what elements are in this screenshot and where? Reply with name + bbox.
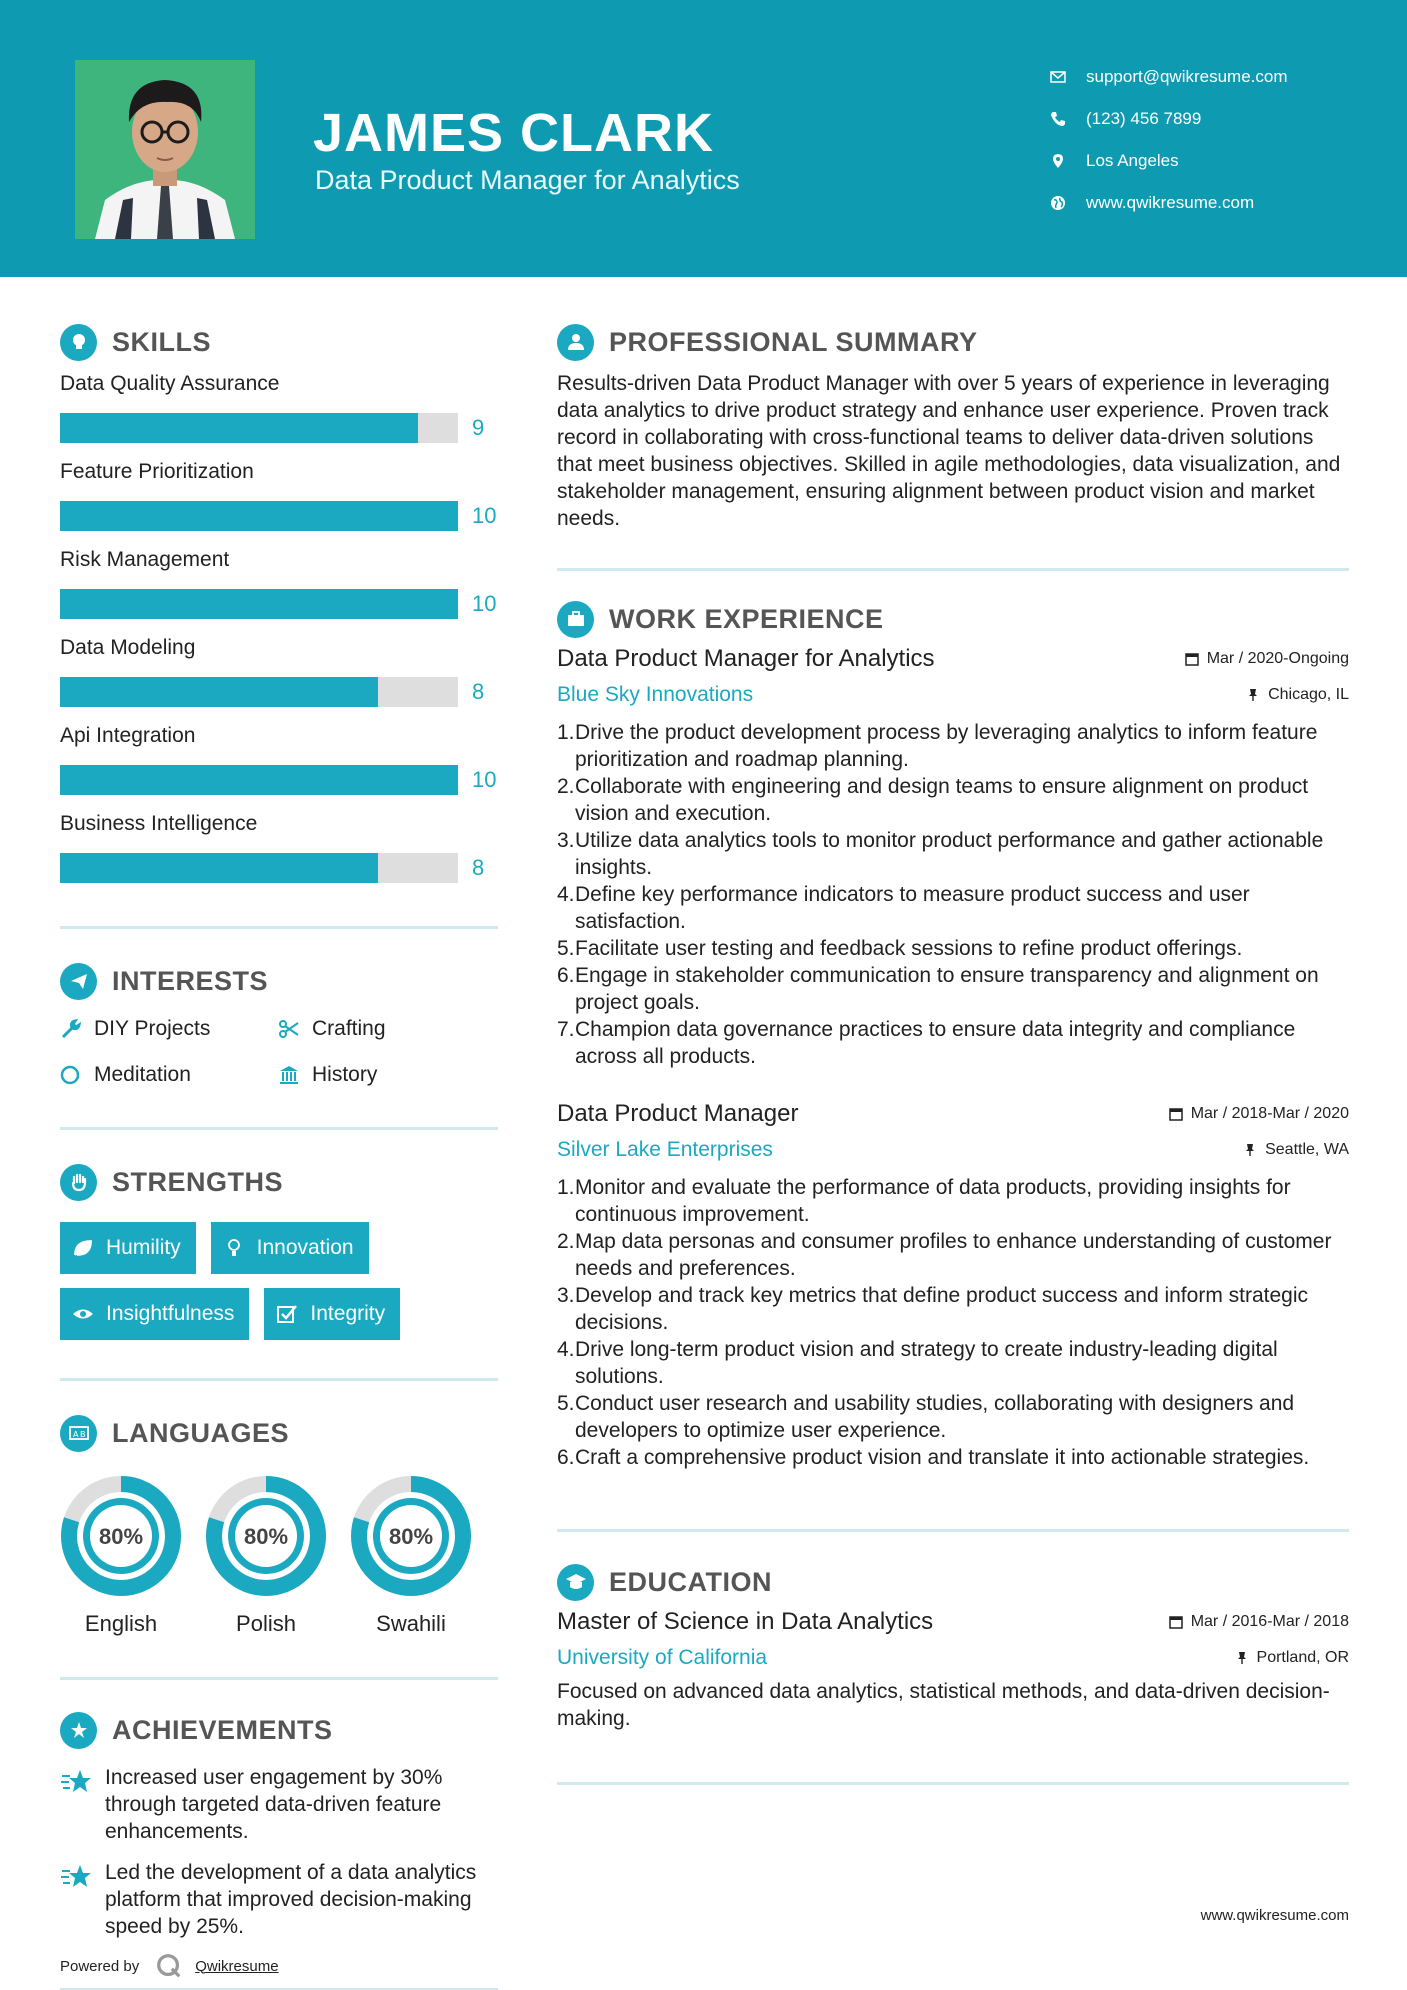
interests-list [60, 1015, 498, 1089]
languages-heading: A B LANGUAGES [60, 1411, 498, 1455]
circle-icon [60, 1064, 94, 1086]
skills-heading: SKILLS [60, 320, 498, 364]
interest-item: Crafting [278, 1015, 498, 1043]
skill-name: Feature Prioritization [60, 460, 254, 483]
resume-header [0, 0, 1407, 277]
contact-phone-text: (123) 456 7899 [1086, 109, 1202, 128]
interest-item: History [278, 1061, 498, 1089]
museum-icon [278, 1064, 312, 1086]
calendar-icon [1185, 652, 1199, 666]
svg-text:A: A [72, 1430, 78, 1439]
section-divider [557, 1782, 1349, 1785]
duty-item: 6. Engage in stakeholder communication to ensure transparency and alignment on project goals. [557, 964, 1319, 1014]
language-donut [350, 1475, 472, 1597]
phone-icon [1050, 111, 1086, 127]
job-title: Data Product Manager [557, 1100, 799, 1127]
candidate-title: Data Product Manager for Analytics [315, 165, 740, 195]
skill-item [60, 456, 498, 544]
achievements-heading: ACHIEVEMENTS [60, 1708, 498, 1752]
summary-heading: PROFESSIONAL SUMMARY [557, 320, 1349, 364]
qwikresume-link[interactable]: Qwikresume [195, 1957, 279, 1975]
strength-tag: Innovation [211, 1222, 369, 1274]
contact-email[interactable] [1050, 56, 1288, 98]
duty-item: 2. Collaborate with engineering and design teams to ensure alignment on product vision and execution. [557, 775, 1309, 825]
skill-bar-fill [60, 853, 378, 883]
education-dates: Mar / 2016-Mar / 2018 [1169, 1613, 1349, 1631]
star-icon [60, 1764, 105, 1845]
interest-item: DIY Projects [60, 1015, 278, 1043]
language-name: Polish [236, 1611, 296, 1636]
education-description: Focused on advanced data analytics, statistical methods, and data-driven decision-making. [557, 1680, 1330, 1730]
skill-bar-fill [60, 589, 458, 619]
section-divider [60, 926, 498, 929]
achievements-list [60, 1764, 498, 1940]
duty-item: 4. Define key performance indicators to measure product success and user satisfaction. [557, 883, 1250, 933]
language-item [60, 1475, 205, 1637]
section-divider [557, 568, 1349, 571]
pushpin-icon [1235, 1651, 1249, 1665]
envelope-icon [1050, 69, 1086, 85]
calendar-icon [1169, 1107, 1183, 1121]
company-name: Silver Lake Enterprises [557, 1138, 773, 1161]
education-entry [557, 1604, 1349, 1732]
job-dates: Mar / 2020-Ongoing [1185, 650, 1349, 668]
summary-text: Results-driven Data Product Manager with over 5 years of experience in leveraging data analytics to drive product strategy and enhance user experience. Proven track record in collaborating with cross-functional teams to deliver data-driven solutions that meet business objectives. Skilled in agile methodologies, data visualization, and stakeholder management, ensuring alignment between product vision and market needs. [557, 372, 1341, 530]
job-dates: Mar / 2018-Mar / 2020 [1169, 1105, 1349, 1123]
footer-url[interactable]: www.qwikresume.com [1200, 1907, 1349, 1924]
language-percent: 80% [243, 1524, 289, 1549]
duty-item: 1. Monitor and evaluate the performance of data products, providing insights for continuous improvement. [557, 1176, 1291, 1226]
strength-tag: Integrity [264, 1288, 400, 1340]
language-icon [60, 1415, 97, 1452]
education-heading: EDUCATION [557, 1560, 1349, 1604]
skill-bar [60, 501, 458, 531]
duty-item: 2. Map data personas and consumer profiles to enhance understanding of customer needs and preferences. [557, 1230, 1332, 1280]
wrench-icon [60, 1018, 94, 1040]
language-donut [60, 1475, 182, 1597]
duty-item: 1. Drive the product development process by leveraging analytics to inform feature prioritization and roadmap planning. [557, 721, 1318, 771]
skill-bar [60, 413, 458, 443]
duty-item: 4. Drive long-term product vision and strategy to create industry-leading digital solutions. [557, 1338, 1278, 1388]
skill-bar [60, 677, 458, 707]
left-column [60, 320, 498, 1990]
language-percent: 80% [98, 1524, 144, 1549]
pushpin-icon [1243, 1143, 1257, 1157]
checkbox-icon [276, 1303, 298, 1325]
duty-item: 3. Utilize data analytics tools to monitor product performance and gather actionable insights. [557, 829, 1324, 879]
contact-location-text: Los Angeles [1086, 151, 1179, 170]
section-divider [60, 1378, 498, 1381]
language-item [205, 1475, 350, 1637]
education-location: Portland, OR [1235, 1649, 1349, 1667]
skill-name: Data Modeling [60, 636, 196, 659]
strengths-list [60, 1222, 490, 1340]
duty-item: 7. Champion data governance practices to ensure data integrity and compliance across all products. [557, 1018, 1296, 1068]
duty-item: 3. Develop and track key metrics that define product success and inform strategic decisions. [557, 1284, 1309, 1334]
section-divider [557, 1529, 1349, 1532]
right-column [557, 320, 1349, 1785]
skill-bar-fill [60, 501, 458, 531]
skill-item [60, 544, 498, 632]
section-divider [60, 1677, 498, 1680]
star-icon [60, 1859, 105, 1940]
skill-value: 8 [472, 679, 485, 704]
interest-item: Meditation [60, 1061, 278, 1089]
contact-location [1050, 140, 1288, 182]
powered-by: Powered by Qwikresume [60, 1948, 498, 1984]
skill-item [60, 632, 498, 720]
skill-name: Risk Management [60, 548, 230, 571]
skill-name: Api Integration [60, 724, 196, 747]
job-location: Seattle, WA [1243, 1141, 1349, 1159]
contact-list [1050, 56, 1288, 224]
skill-item [60, 368, 498, 456]
job-location: Chicago, IL [1246, 686, 1349, 704]
map-pin-icon [1050, 153, 1086, 169]
paper-plane-icon [60, 963, 97, 1000]
profile-photo [75, 60, 255, 239]
eye-icon [72, 1303, 94, 1325]
skill-bar-fill [60, 413, 418, 443]
duty-list [557, 1174, 1349, 1471]
duty-item: 6. Craft a comprehensive product vision and translate it into actionable strategies. [557, 1446, 1310, 1469]
degree-title: Master of Science in Data Analytics [557, 1608, 934, 1635]
skill-bar-fill [60, 677, 378, 707]
strengths-heading: STRENGTHS [60, 1160, 498, 1204]
skill-item [60, 808, 498, 896]
star-badge-icon [60, 1712, 97, 1749]
svg-text:B: B [79, 1430, 85, 1439]
pushpin-icon [1246, 688, 1260, 702]
interests-heading: INTERESTS [60, 959, 498, 1003]
job-entry [557, 641, 1349, 1070]
hand-icon [60, 1164, 97, 1201]
school-name: University of California [557, 1646, 768, 1669]
calendar-icon [1169, 1615, 1183, 1629]
leaf-icon [72, 1237, 94, 1259]
skill-value: 9 [472, 415, 485, 440]
scissors-icon [278, 1018, 312, 1040]
skill-value: 8 [472, 855, 485, 880]
skill-bar-fill [60, 765, 458, 795]
skill-bar [60, 853, 458, 883]
lightbulb-icon [223, 1237, 245, 1259]
contact-email-text: support@qwikresume.com [1086, 67, 1288, 86]
skill-item [60, 720, 498, 808]
achievement-item: Increased user engagement by 30% through targeted data-driven feature enhancements. [60, 1764, 498, 1845]
skills-list [60, 368, 498, 896]
skill-value: 10 [472, 503, 497, 528]
contact-website[interactable] [1050, 182, 1288, 224]
duty-list [557, 719, 1349, 1070]
language-donut [205, 1475, 327, 1597]
strength-tag: Humility [60, 1222, 196, 1274]
section-divider [60, 1127, 498, 1130]
contact-website-text: www.qwikresume.com [1086, 193, 1255, 212]
skill-name: Data Quality Assurance [60, 372, 280, 395]
skill-name: Business Intelligence [60, 812, 258, 835]
language-percent: 80% [388, 1524, 434, 1549]
skill-bar [60, 765, 458, 795]
duty-item: 5. Facilitate user testing and feedback sessions to refine product offerings. [557, 937, 1243, 960]
skill-value: 10 [472, 591, 497, 616]
user-icon [557, 324, 594, 361]
skill-value: 10 [472, 767, 497, 792]
language-name: English [84, 1611, 158, 1636]
briefcase-icon [557, 601, 594, 638]
contact-phone[interactable] [1050, 98, 1288, 140]
job-entry [557, 1096, 1349, 1471]
company-name: Blue Sky Innovations [557, 683, 754, 706]
experience-heading: WORK EXPERIENCE [557, 597, 1349, 641]
job-title: Data Product Manager for Analytics [557, 645, 935, 672]
strength-tag: Insightfulness [60, 1288, 249, 1340]
language-item [350, 1475, 495, 1637]
skill-bar [60, 589, 458, 619]
globe-icon [1050, 195, 1086, 211]
graduation-cap-icon [557, 1564, 594, 1601]
lightbulb-icon [60, 324, 97, 361]
candidate-name: JAMES CLARK [313, 103, 715, 163]
achievement-item: Led the development of a data analytics platform that improved decision-making speed by 25%. [60, 1859, 498, 1940]
language-name: Swahili [376, 1611, 446, 1636]
qwikresume-logo-icon [155, 1952, 183, 1980]
duty-item: 5. Conduct user research and usability studies, collaborating with designers and developers to optimize user experience. [557, 1392, 1295, 1442]
languages-list [60, 1475, 498, 1637]
